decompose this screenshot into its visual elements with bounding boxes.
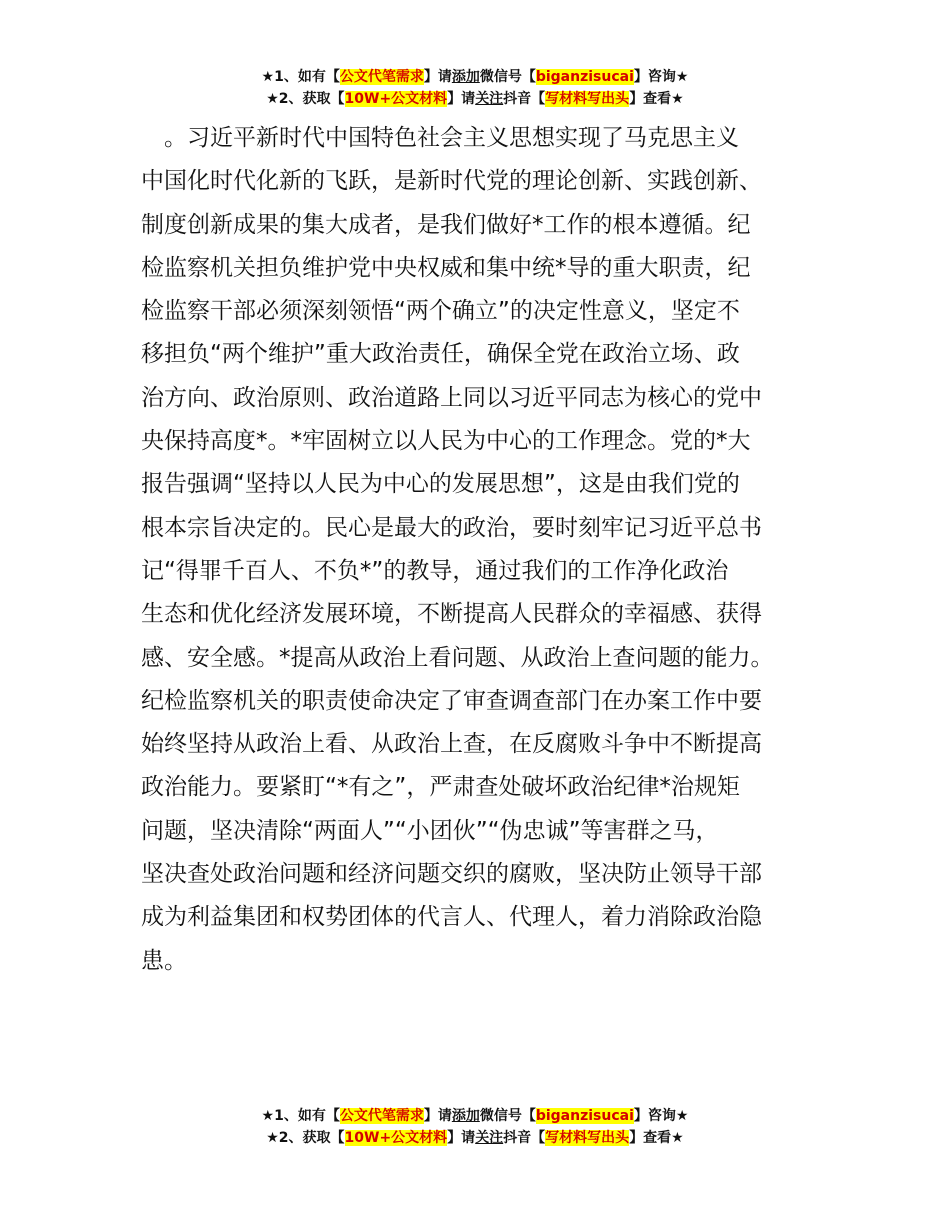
highlight-douyin: 写材料写出头 <box>545 91 630 107</box>
header-banner <box>0 66 950 110</box>
footer-banner <box>0 1105 950 1149</box>
banner-line-1 <box>0 1105 950 1127</box>
banner-text: 】咨询★ <box>633 69 689 85</box>
underline-add: 添加 <box>451 1108 480 1124</box>
body-line: 感、安全感。*提高从政治上看问题、从政治上查问题的能力。 <box>141 644 774 671</box>
body-line: 制度创新成果的集大成者，是我们做好*工作的根本遵循。纪 <box>141 211 751 238</box>
body-line: 移担负“两个维护”重大政治责任，确保全党在政治立场、政 <box>141 341 740 368</box>
body-line: 成为利益集团和权势团体的代言人、代理人，着力消除政治隐 <box>141 904 762 931</box>
banner-text: ★2、获取【 <box>266 91 345 107</box>
body-line: 检监察机关担负维护党中央权威和集中统*导的重大职责，纪 <box>141 254 751 281</box>
highlight-service: 公文代笔需求 <box>339 69 424 85</box>
highlight-materials: 10W+公文材料 <box>344 1130 448 1146</box>
body-line: 央保持高度*。*牢固树立以人民为中心的工作理念。党的*大 <box>141 428 751 455</box>
banner-text: 微信号【 <box>479 69 536 85</box>
highlight-materials: 10W+公文材料 <box>344 91 448 107</box>
banner-text: 】查看★ <box>629 1130 684 1146</box>
body-line: 根本宗旨决定的。民心是最大的政治，要时刻牢记习近平总书 <box>141 514 762 541</box>
banner-text: 】请 <box>447 91 476 107</box>
body-line: 治方向、政治原则、政治道路上同以习近平同志为核心的党中 <box>141 384 762 411</box>
body-line: 问题，坚决清除“两面人”“小团伙”“伪忠诚”等害群之马， <box>141 817 719 844</box>
body-line: 记“得罪千百人、不负*”的教导，通过我们的工作净化政治 <box>141 557 729 584</box>
body-line: 纪检监察机关的职责使命决定了审查调查部门在办案工作中要 <box>141 687 762 714</box>
body-line: 报告强调“坚持以人民为中心的发展思想”，这是由我们党的 <box>141 471 740 498</box>
body-line: 检监察干部必须深刻领悟“两个确立”的决定性意义，坚定不 <box>141 298 740 325</box>
body-line: 中国化时代化新的飞跃，是新时代党的理论创新、实践创新、 <box>141 168 762 195</box>
body-line: 始终坚持从政治上看、从政治上查，在反腐败斗争中不断提高 <box>141 731 762 758</box>
banner-line-2 <box>0 1127 950 1149</box>
underline-follow: 关注 <box>475 91 504 107</box>
document-body <box>141 117 813 983</box>
banner-text: 抖音【 <box>503 1130 546 1146</box>
highlight-wechat-id: biganzisucai <box>535 69 634 85</box>
banner-text: 】请 <box>447 1130 476 1146</box>
banner-text: 】查看★ <box>629 91 684 107</box>
body-line: 生态和优化经济发展环境，不断提高人民群众的幸福感、获得 <box>141 601 762 628</box>
banner-text: 抖音【 <box>503 91 546 107</box>
body-line: 患。 <box>141 947 187 974</box>
underline-follow: 关注 <box>475 1130 504 1146</box>
highlight-wechat-id: biganzisucai <box>535 1108 634 1124</box>
highlight-service: 公文代笔需求 <box>339 1108 424 1124</box>
banner-text: 】请 <box>423 69 452 85</box>
banner-line-2 <box>0 88 950 110</box>
highlight-douyin: 写材料写出头 <box>545 1130 630 1146</box>
body-line: 。习近平新时代中国特色社会主义思想实现了马克思主义 <box>141 125 739 151</box>
banner-text: ★1、如有【 <box>261 69 340 85</box>
banner-text: ★2、获取【 <box>266 1130 345 1146</box>
banner-text: ★1、如有【 <box>261 1108 340 1124</box>
banner-text: 】请 <box>423 1108 452 1124</box>
banner-text: 微信号【 <box>479 1108 536 1124</box>
body-line: 坚决查处政治问题和经济问题交织的腐败，坚决防止领导干部 <box>141 861 762 888</box>
underline-add: 添加 <box>451 69 480 85</box>
banner-text: 】咨询★ <box>633 1108 689 1124</box>
banner-line-1 <box>0 66 950 88</box>
body-line: 政治能力。要紧盯“*有之”，严肃查处破坏政治纪律*治规矩 <box>141 774 740 801</box>
